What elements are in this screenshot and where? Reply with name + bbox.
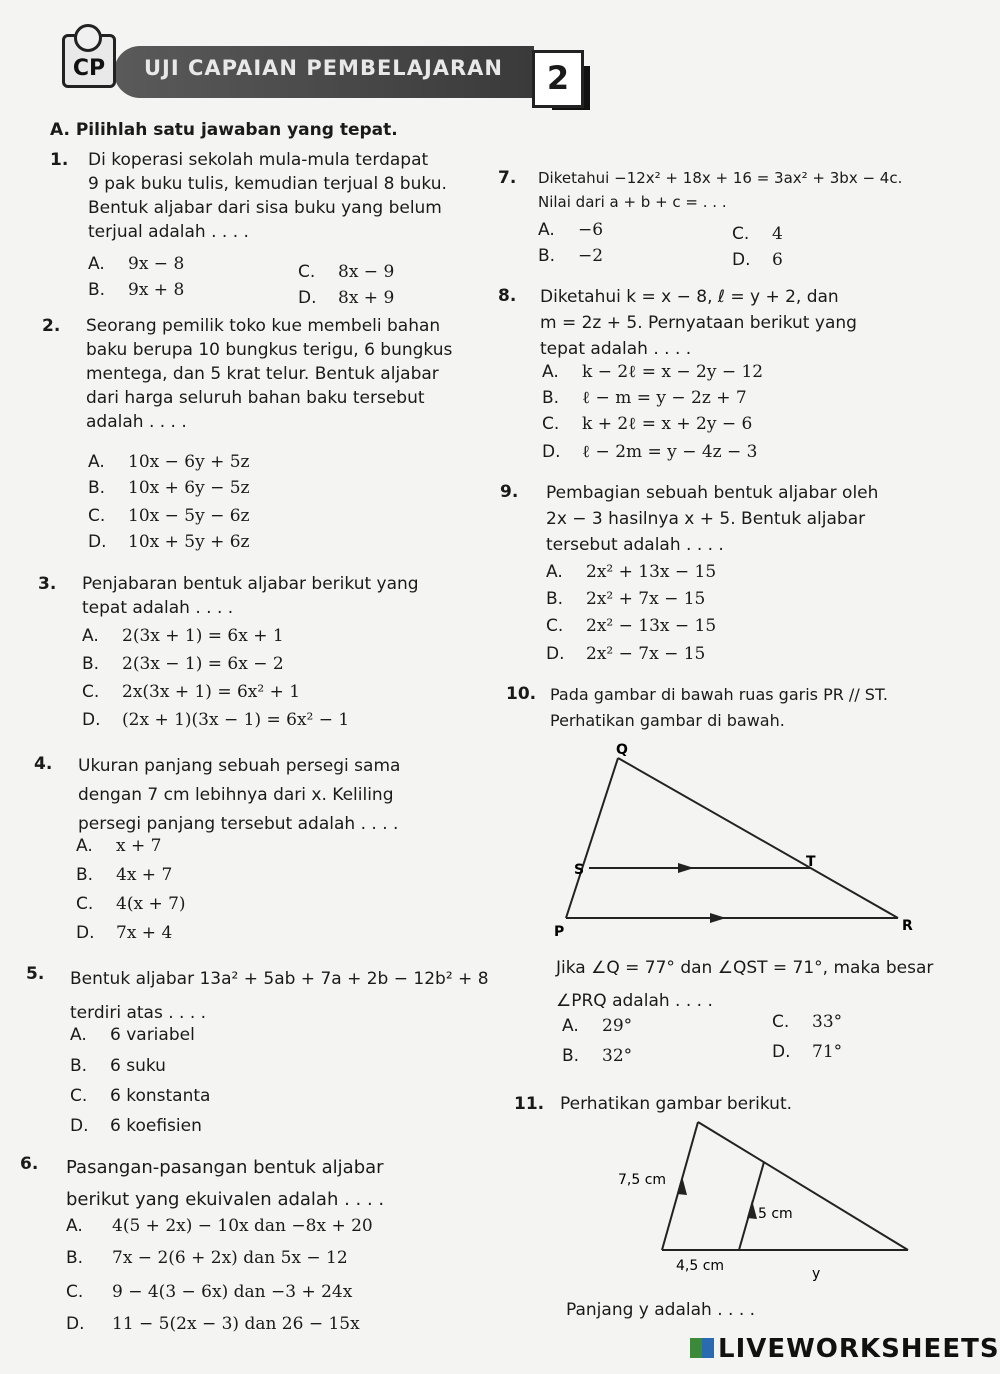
segment-qr [618, 758, 898, 918]
option-c[interactable] [732, 224, 783, 244]
option-letter: B. [76, 865, 94, 885]
question-3 [38, 572, 488, 622]
banner-number: 2 [532, 50, 584, 108]
option-letter: B. [542, 388, 560, 408]
option-a[interactable] [546, 562, 716, 582]
liveworksheets-logo [690, 1334, 1000, 1364]
option-text: 2(3x + 1) = 6x + 1 [122, 626, 284, 646]
option-letter: A. [546, 562, 563, 582]
option-text: 4x + 7 [116, 865, 173, 885]
option-a[interactable] [88, 254, 184, 274]
option-letter: A. [66, 1216, 83, 1236]
option-c[interactable] [76, 894, 186, 914]
option-text: 6 konstanta [110, 1086, 211, 1106]
option-d[interactable] [88, 532, 250, 552]
option-a[interactable] [562, 1016, 632, 1036]
parallel-arrow-pr [710, 913, 726, 923]
option-text: x + 7 [116, 836, 162, 856]
question-stem: Pasangan-pasangan bentuk aljabar berikut yang ekuivalen adalah . . . . [66, 1157, 385, 1210]
option-c[interactable] [542, 414, 752, 434]
option-text: 7x − 2(6 + 2x) dan 5x − 12 [112, 1248, 348, 1268]
option-letter: C. [772, 1012, 790, 1032]
question-2 [42, 314, 492, 444]
option-text: 10x + 6y − 5z [128, 478, 250, 498]
option-c[interactable] [66, 1282, 352, 1302]
question-stem: Bentuk aljabar 13a² + 5ab + 7a + 2b − 12b² + 8 terdiri atas . . . . [70, 969, 489, 1023]
option-letter: A. [562, 1016, 579, 1036]
option-letter: D. [82, 710, 101, 730]
option-d[interactable] [76, 923, 172, 943]
question-11-ask [566, 1298, 866, 1324]
question-stem: Seorang pemilik toko kue membeli bahan baku berupa 10 bungkus terigu, 6 bungkus mentega, dan 5 krat telur. Bentuk aljabar dari harga seluruh bahan baku tersebut adalah . . . . [86, 316, 453, 432]
option-letter: D. [88, 532, 107, 552]
option-text: 6 [772, 250, 783, 270]
option-letter: A. [538, 220, 555, 240]
option-a[interactable] [66, 1216, 373, 1236]
option-letter: C. [88, 506, 106, 526]
label-p: P [554, 924, 565, 940]
option-b[interactable] [66, 1248, 348, 1268]
option-text: 6 koefisien [110, 1116, 202, 1136]
option-text: 10x − 5y − 6z [128, 506, 250, 526]
option-text: k − 2ℓ = x − 2y − 12 [582, 362, 764, 382]
question-stem: Diketahui −12x² + 18x + 16 = 3ax² + 3bx − 4c. Nilai dari a + b + c = . . . [538, 169, 903, 211]
option-text: 6 variabel [110, 1025, 195, 1045]
option-letter: A. [82, 626, 99, 646]
question-stem: Pada gambar di bawah ruas garis PR // ST. Perhatikan gambar di bawah. [550, 685, 888, 730]
option-d[interactable] [70, 1116, 202, 1136]
question-stem: Ukuran panjang sebuah persegi sama dengan 7 cm lebihnya dari x. Keliling persegi panjang tersebut adalah . . . . [78, 756, 401, 834]
option-text: 33° [812, 1012, 843, 1032]
option-text: −6 [578, 220, 604, 240]
option-a[interactable] [76, 836, 161, 856]
option-text: 2x(3x + 1) = 6x² + 1 [122, 682, 301, 702]
option-letter: D. [542, 442, 561, 462]
question-number: 11. [514, 1094, 545, 1114]
option-c[interactable] [88, 506, 250, 526]
question-number: 7. [498, 168, 517, 188]
option-letter: A. [88, 452, 105, 472]
option-letter: D. [546, 644, 565, 664]
question-5 [26, 962, 496, 1022]
option-text: 11 − 5(2x − 3) dan 26 − 15x [112, 1314, 360, 1334]
option-a[interactable] [70, 1025, 195, 1045]
option-letter: B. [562, 1046, 580, 1066]
option-d[interactable] [66, 1314, 360, 1334]
option-c[interactable] [70, 1086, 210, 1106]
question-stem: Di koperasi sekolah mula-mula terdapat 9 pak buku tulis, kemudian terjual 8 buku. Bentuk aljabar dari sisa buku yang belum terjual adalah . . . . [88, 150, 447, 242]
option-text: 2x² + 7x − 15 [586, 589, 706, 609]
option-letter: D. [66, 1314, 85, 1334]
option-text: 4(5 + 2x) − 10x dan −8x + 20 [112, 1216, 373, 1236]
option-letter: A. [70, 1025, 87, 1045]
right-side [698, 1122, 908, 1250]
option-letter: B. [546, 589, 564, 609]
question-stem: Penjabaran bentuk aljabar berikut yang tepat adalah . . . . [82, 574, 419, 618]
option-text: 8x + 9 [338, 288, 395, 308]
label-side2: 5 cm [758, 1206, 793, 1222]
option-letter: B. [88, 280, 106, 300]
question-number: 1. [50, 150, 69, 170]
option-letter: A. [88, 254, 105, 274]
label-s: S [574, 862, 585, 878]
option-letter: C. [82, 682, 100, 702]
option-b[interactable] [76, 865, 172, 885]
label-base1: 4,5 cm [676, 1258, 725, 1274]
option-letter: C. [66, 1282, 84, 1302]
option-letter: B. [538, 246, 556, 266]
option-c[interactable] [82, 682, 300, 702]
question-stem: Diketahui k = x − 8, ℓ = y + 2, dan m = 2z + 5. Pernyataan berikut yang tepat adalah . . . . [540, 287, 857, 359]
option-letter: D. [772, 1042, 791, 1062]
option-letter: B. [88, 478, 106, 498]
option-text: ℓ − m = y − 2z + 7 [582, 388, 747, 408]
option-text: 9 − 4(3 − 6x) dan −3 + 24x [112, 1282, 353, 1302]
section-title: A. Pilihlah satu jawaban yang tepat. [50, 120, 398, 140]
label-r: R [902, 918, 913, 934]
option-text: (2x + 1)(3x − 1) = 6x² − 1 [122, 710, 350, 730]
option-b[interactable] [70, 1056, 166, 1076]
option-b[interactable] [562, 1046, 632, 1066]
option-d[interactable] [546, 644, 705, 664]
option-d[interactable] [772, 1042, 842, 1062]
option-a[interactable] [88, 452, 250, 472]
option-d[interactable] [542, 442, 757, 462]
option-b[interactable] [542, 388, 747, 408]
option-letter: B. [82, 654, 100, 674]
option-b[interactable] [538, 246, 603, 266]
question-7 [498, 166, 968, 216]
question-stem: Perhatikan gambar berikut. [560, 1094, 793, 1114]
question-number: 6. [20, 1154, 39, 1174]
parallel-arrow-inner [747, 1200, 757, 1219]
option-letter: C. [546, 616, 564, 636]
question-stem-2: Panjang y adalah . . . . [566, 1300, 756, 1320]
label-base2: y [812, 1266, 821, 1282]
clock-icon [74, 24, 102, 52]
label-side1: 7,5 cm [618, 1172, 667, 1188]
option-text: 9x − 8 [128, 254, 185, 274]
option-a[interactable] [82, 626, 284, 646]
option-text: 2(3x − 1) = 6x − 2 [122, 654, 284, 674]
triangle-pqr-figure [548, 738, 928, 942]
segment-pq [566, 758, 618, 918]
option-letter: A. [76, 836, 93, 856]
question-4 [34, 752, 484, 832]
option-c[interactable] [772, 1012, 842, 1032]
option-letter: C. [70, 1086, 88, 1106]
option-letter: C. [298, 262, 316, 282]
option-letter: D. [732, 250, 751, 270]
option-letter: D. [70, 1116, 89, 1136]
option-letter: C. [542, 414, 560, 434]
option-text: 7x + 4 [116, 923, 173, 943]
cp-badge-text: CP [72, 56, 106, 81]
option-b[interactable] [82, 654, 284, 674]
option-b[interactable] [88, 280, 184, 300]
option-text: 10x − 6y + 5z [128, 452, 250, 472]
question-number: 10. [506, 684, 537, 704]
question-8 [498, 284, 968, 360]
option-text: 71° [812, 1042, 843, 1062]
option-text: −2 [578, 246, 604, 266]
question-9 [500, 480, 970, 556]
option-letter: B. [70, 1056, 88, 1076]
question-6 [20, 1152, 490, 1212]
option-a[interactable] [542, 362, 763, 382]
option-c[interactable] [298, 262, 394, 282]
option-text: 2x² + 13x − 15 [586, 562, 717, 582]
option-text: k + 2ℓ = x + 2y − 6 [582, 414, 753, 434]
question-number: 3. [38, 574, 57, 594]
question-stem-2: Jika ∠Q = 77° dan ∠QST = 71°, maka besar ∠PRQ adalah . . . . [556, 958, 934, 1011]
option-d[interactable] [82, 710, 349, 730]
option-text: 9x + 8 [128, 280, 185, 300]
option-text: 4 [772, 224, 783, 244]
brand-icon [690, 1338, 714, 1358]
label-q: Q [616, 742, 628, 758]
option-text: 6 suku [110, 1056, 166, 1076]
option-d[interactable] [298, 288, 394, 308]
option-b[interactable] [88, 478, 250, 498]
question-number: 2. [42, 316, 61, 336]
option-letter: B. [66, 1248, 84, 1268]
option-text: 4(x + 7) [116, 894, 186, 914]
question-number: 9. [500, 482, 519, 502]
question-1 [50, 148, 490, 248]
option-a[interactable] [538, 220, 603, 240]
option-text: 29° [602, 1016, 633, 1036]
option-text: 2x² − 13x − 15 [586, 616, 717, 636]
option-d[interactable] [732, 250, 783, 270]
option-letter: C. [732, 224, 750, 244]
option-text: ℓ − 2m = y − 4z − 3 [582, 442, 758, 462]
option-c[interactable] [546, 616, 716, 636]
question-stem: Pembagian sebuah bentuk aljabar oleh 2x − 3 hasilnya x + 5. Bentuk aljabar tersebut adalah . . . . [546, 483, 879, 555]
option-text: 8x − 9 [338, 262, 395, 282]
question-number: 5. [26, 964, 45, 984]
label-t: T [806, 854, 816, 870]
question-number: 4. [34, 754, 53, 774]
question-10 [506, 682, 976, 732]
header-banner [62, 26, 590, 110]
option-text: 10x + 5y + 6z [128, 532, 250, 552]
option-letter: D. [76, 923, 95, 943]
option-text: 2x² − 7x − 15 [586, 644, 706, 664]
option-letter: A. [542, 362, 559, 382]
question-10-condition [556, 952, 986, 1011]
question-number: 8. [498, 286, 517, 306]
option-b[interactable] [546, 589, 705, 609]
option-letter: C. [76, 894, 94, 914]
option-letter: D. [298, 288, 317, 308]
option-text: 32° [602, 1046, 633, 1066]
banner-title: UJI CAPAIAN PEMBELAJARAN [144, 56, 504, 80]
parallel-arrow-left [677, 1176, 687, 1195]
brand-text: LIVEWORKSHEETS [718, 1334, 1000, 1364]
parallel-arrow-st [678, 863, 694, 873]
triangle-y-figure [606, 1114, 916, 1290]
